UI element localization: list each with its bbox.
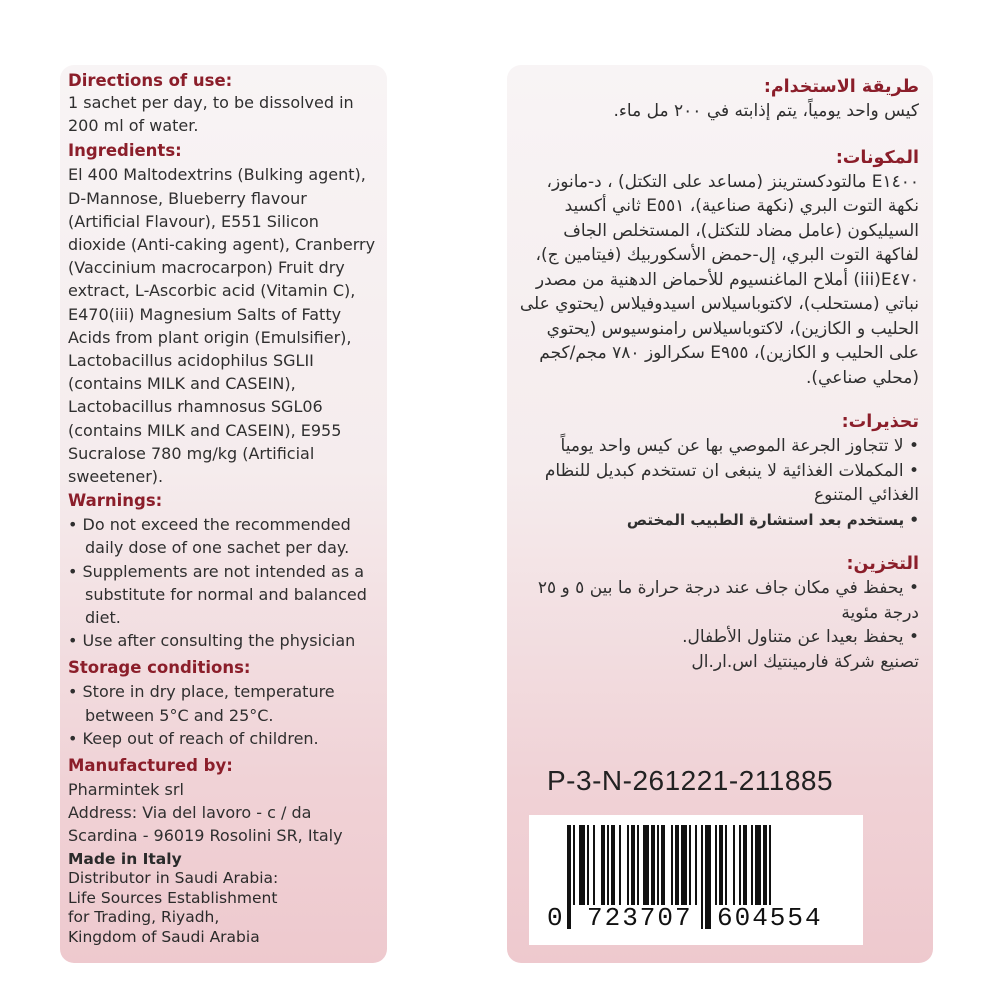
barcode-bar <box>739 825 741 905</box>
arabic-warning-item: • المكملات الغذائية لا ينبغى ان تستخدم كبديل للنظام الغذائي المتنوع <box>544 460 919 505</box>
arabic-ingredients-title: المكونات: <box>835 147 919 168</box>
barcode-bar <box>763 825 767 905</box>
barcode-left-digits: 723707 <box>587 903 693 933</box>
barcode-bar <box>637 825 639 905</box>
distributor-line: for Trading, Riyadh, <box>68 908 220 927</box>
arabic-directions-text: كيس واحد يومياً، يتم إذابته في ٢٠٠ مل ماء. <box>613 101 919 121</box>
barcode-bar <box>675 825 679 905</box>
barcode-bar <box>743 825 747 905</box>
distributor-line: Distributor in Saudi Arabia: <box>68 869 279 888</box>
english-label-panel <box>60 65 387 963</box>
barcode-bar <box>643 825 649 905</box>
arabic-storage-list <box>517 576 919 674</box>
barcode-bar <box>587 825 589 905</box>
barcode-bar <box>705 825 711 929</box>
arabic-directions-title: طريقة الاستخدام: <box>763 77 919 97</box>
ingredients-text: El 400 Maltodextrins (Bulking agent), D-Mannose, Blueberry flavour (Artificial Flavour), E551 Silicon dioxide (Anti-caking agent), Cranberry (Vaccinium macrocarpon) Fruit dry extract, L-Ascorbic acid (Vitamin C), E470(iii) Magnesium Salts of Fatty Acids from plant origin (Emulsifier), Lactobacillus acidophilus SGLII (contains MILK and CASEIN), Lactobacillus rhamnosus SGL06 (contains MILK and CASEIN), E955 Sucralose 780 mg/kg (Artificial sweetener). <box>68 165 376 487</box>
made-in: Made in Italy <box>68 849 182 868</box>
barcode-bar <box>619 825 621 905</box>
manufacturer-title: Manufactured by: <box>68 756 233 776</box>
warning-item: • Use after consulting the physician <box>68 631 356 651</box>
barcode-bar <box>701 825 703 929</box>
directions-text: 1 sachet per day, to be dissolved in 200 ml of water. <box>68 93 354 136</box>
barcode-bar <box>657 825 659 905</box>
storage-item: • Keep out of reach of children. <box>68 728 319 748</box>
manufacturer-name: Pharmintek srl <box>68 780 184 800</box>
storage-list <box>68 680 381 750</box>
manufacturer-address: Address: Via del lavoro - c / da Scardina - 96019 Rosolini SR, Italy <box>68 803 343 846</box>
barcode-bar <box>695 825 697 905</box>
barcode-bar <box>715 825 717 905</box>
arabic-warning-item: • لا تتجاوز الجرعة الموصي بها عن كيس واحد يومياً <box>560 436 919 456</box>
barcode-bar <box>681 825 687 905</box>
barcode-bar <box>567 825 571 929</box>
arabic-storage-item: • يحفظ بعيدا عن متناول الأطفال. <box>682 627 919 647</box>
warnings-title: Warnings: <box>68 491 163 511</box>
storage-item: • Store in dry place, temperature between 5°C and 25°C. <box>68 682 335 725</box>
arabic-storage-title: التخزين: <box>846 554 919 574</box>
barcode-bar <box>611 825 615 905</box>
barcode-bar <box>725 825 727 905</box>
barcode-bar <box>651 825 655 905</box>
arabic-manufacturer: تصنيع شركة فارمينتيك اس.ار.ال <box>691 651 919 672</box>
barcode-bar <box>733 825 735 905</box>
barcode-bar <box>751 825 753 905</box>
warnings-list <box>68 513 381 652</box>
warning-item: • Supplements are not intended as a substitute for normal and balanced diet. <box>68 561 367 628</box>
barcode-bar <box>769 825 771 905</box>
storage-title: Storage conditions: <box>68 658 251 678</box>
ingredients-title: Ingredients: <box>68 141 182 161</box>
barcode-bar <box>573 825 575 905</box>
warning-item: • Do not exceed the recommended daily dose of one sachet per day. <box>68 515 351 558</box>
arabic-warning-item: • يستخدم بعد استشارة الطبيب المختص <box>626 510 919 529</box>
barcode-bar <box>631 825 635 905</box>
arabic-storage-item: • يحفظ في مكان جاف عند درجة حرارة ما بين ٥ و ٢٥ درجة مئوية <box>537 578 919 623</box>
barcode-bar <box>627 825 629 905</box>
barcode-bar <box>671 825 673 905</box>
barcode-bar <box>601 825 605 905</box>
arabic-label-panel <box>507 65 933 963</box>
arabic-ingredients-text: E١٤٠٠ مالتودكسترينز (مساعد على التكتل) ، د-مانوز، نكهة التوت البري (نكهة صناعية)، E٥٥١ ثاني أكسيد السيليكون (عامل مضاد للتكتل)، المستخلص الجاف لفاكهة التوت البري، إل-حمض الأسكوربيك (فيتامين ج)، E٤٧٠(iii) أملاح الماغنسيوم للأحماض الدهنية من مصدر نباتي (مستحلب)، لاكتوباسيلاس اسيدوفيلاس (يحتوي على الحليب و الكازين)، لاكتوباسيلاس رامنوسيوس (يحتوي على الحليب و الكازين)، E٩٥٥ سكرالوز ٧٨٠ مجم/كجم (محلي صناعي). <box>519 171 919 388</box>
barcode-bar <box>755 825 761 905</box>
directions-title: Directions of use: <box>68 71 233 90</box>
barcode-bar <box>661 825 665 905</box>
barcode <box>529 815 863 945</box>
barcode-bar <box>719 825 723 905</box>
arabic-warnings-list <box>517 434 919 532</box>
distributor-line: Life Sources Establishment <box>68 888 278 907</box>
barcode-bar <box>689 825 691 905</box>
distributor-line: Kingdom of Saudi Arabia <box>68 927 260 946</box>
arabic-warnings-title: تحذيرات: <box>841 412 919 432</box>
barcode-right-digits: 604554 <box>717 903 823 933</box>
barcode-first-digit: 0 <box>547 903 563 933</box>
barcode-bar <box>579 825 585 905</box>
product-code: P-3-N-261221-211885 <box>547 765 834 796</box>
barcode-bar <box>593 825 595 905</box>
barcode-bar <box>607 825 609 905</box>
